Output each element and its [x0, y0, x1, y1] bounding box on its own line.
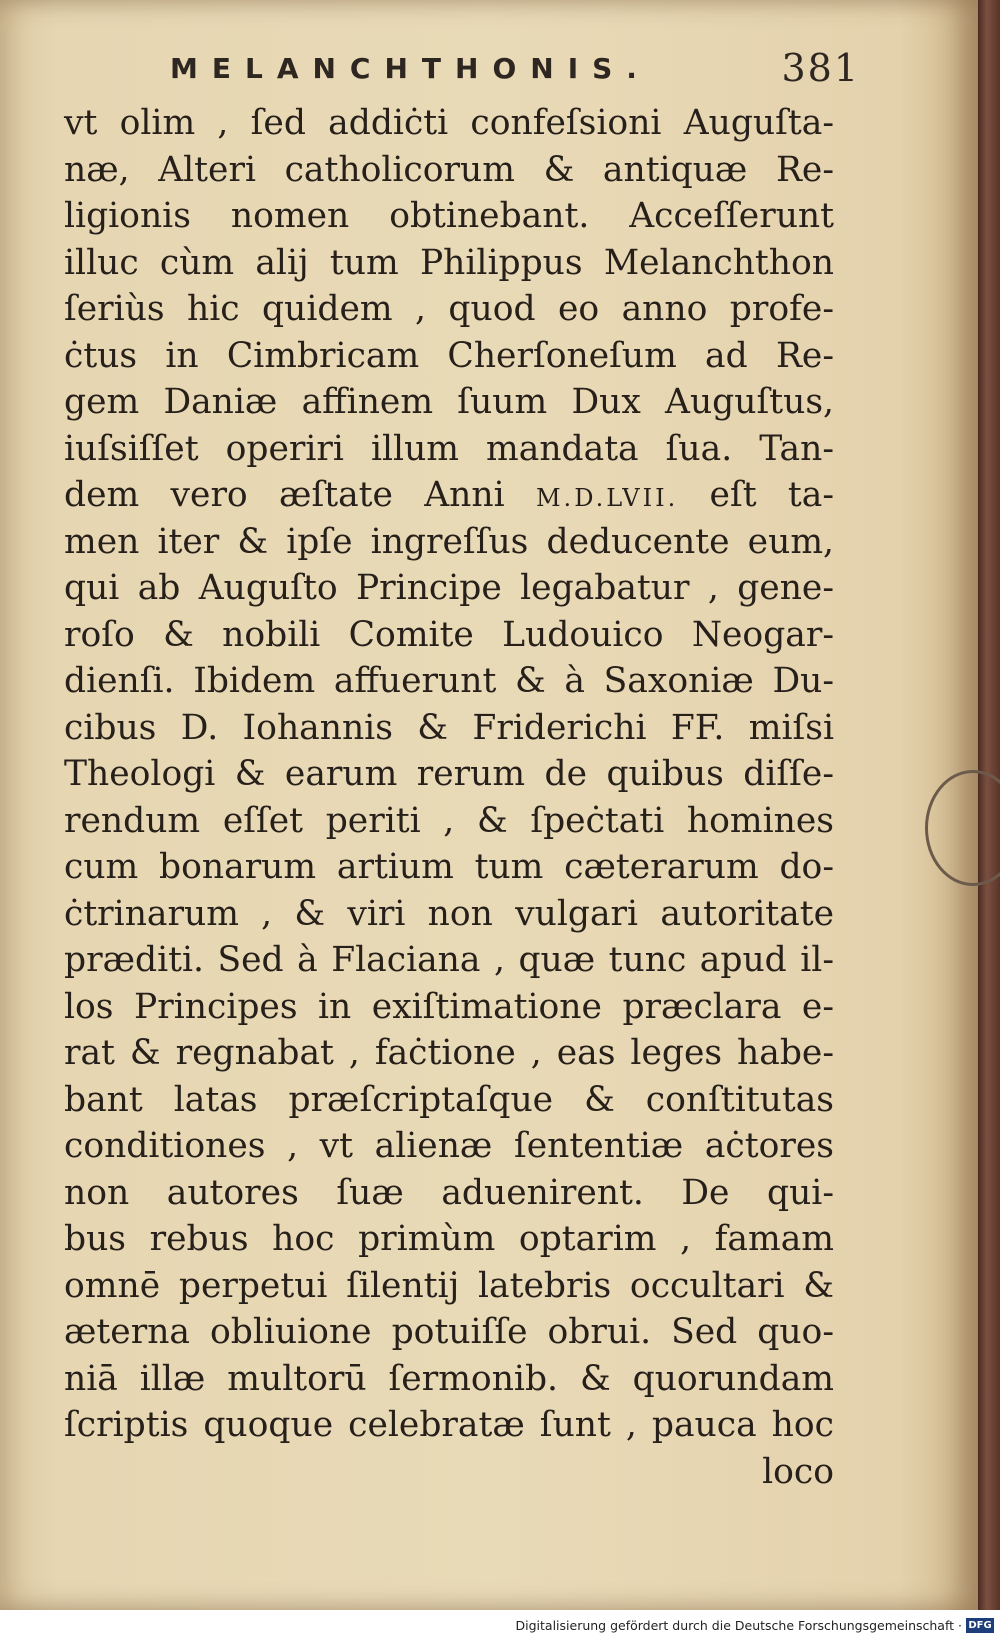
text-line: ligionis nomen obtinebant. Acceſſerunt — [64, 196, 834, 236]
text-line: cibus D. Iohannis & Friderichi FF. miſsi — [64, 707, 834, 748]
text-line-start: dem vero æſtate Anni — [64, 475, 505, 515]
body-text — [64, 100, 834, 1495]
text-line: roſo & nobili Comite Ludouico Neogar- — [64, 614, 834, 655]
text-line: niā illæ multorū ſermonib. & quorundam — [64, 1358, 834, 1399]
text-line: dienſi. Ibidem affuerunt & à Saxoniæ Du- — [64, 661, 834, 701]
text-line: bus rebus hoc primùm optarim , famam — [64, 1219, 834, 1259]
page-header — [170, 40, 860, 96]
text-line: præditi. Sed à Flaciana , quæ tunc apud il- — [64, 940, 834, 980]
text-line: conditiones , vt alienæ ſententiæ aċtores — [64, 1126, 834, 1166]
text-line: men iter & ipſe ingreſſus deducente eum, — [64, 521, 834, 562]
footer-credit: Digitalisierung gefördert durch die Deutsche Forschungsgemeinschaft · — [515, 1618, 962, 1633]
text-line: illuc cùm alij tum Philippus Melanchthon — [64, 242, 834, 283]
text-line: ċtus in Cimbricam Cherſoneſum ad Re- — [64, 335, 834, 376]
text-line: los Principes in exiſtimatione præclara e- — [64, 986, 834, 1027]
text-line: ſcriptis quoque celebratæ ſunt , pauca hoc — [64, 1405, 834, 1445]
text-line: qui ab Auguſto Principe legabatur , gene- — [64, 568, 834, 608]
text-line: rat & regnabat , faċtione , eas leges habe- — [64, 1033, 834, 1073]
running-title: MELANCHTHONIS. — [170, 51, 651, 85]
text-line: bant latas præſcriptaſque & conſtitutas — [64, 1079, 834, 1120]
text-line: rendum eſſet periti , & ſpeċtati homines — [64, 800, 834, 841]
text-line: næ, Alteri catholicorum & antiquæ Re- — [64, 149, 834, 190]
text-line: Theologi & earum rerum de quibus diſſe- — [64, 754, 834, 794]
text-line: iuſsiſſet operiri illum mandata ſua. Tan- — [64, 428, 834, 469]
text-line: æterna obliuione potuiſſe obrui. Sed quo- — [64, 1312, 834, 1352]
text-line-end: eſt ta- — [709, 475, 835, 515]
catchword: loco — [762, 1451, 834, 1492]
year-smallcaps: M.D.LVII. — [535, 484, 679, 512]
text-line: non autores ſuæ aduenirent. De qui- — [64, 1172, 834, 1213]
text-line: ſeriùs hic quidem , quod eo anno profe- — [64, 289, 834, 329]
text-line: cum bonarum artium tum cæterarum do- — [64, 847, 834, 887]
dfg-logo: DFG — [966, 1618, 994, 1633]
text-line: omnē perpetui ſilentij latebris occultari & — [64, 1265, 834, 1306]
page-number: 381 — [781, 46, 860, 90]
text-line: ċtrinarum , & viri non vulgari autoritate — [64, 893, 834, 934]
text-line: gem Daniæ affinem ſuum Dux Auguſtus, — [64, 382, 834, 422]
text-line-with-year — [64, 472, 834, 519]
digitization-footer — [0, 1610, 1000, 1643]
text-line: vt olim , ſed addiċti confeſsioni Auguſta- — [64, 103, 834, 143]
